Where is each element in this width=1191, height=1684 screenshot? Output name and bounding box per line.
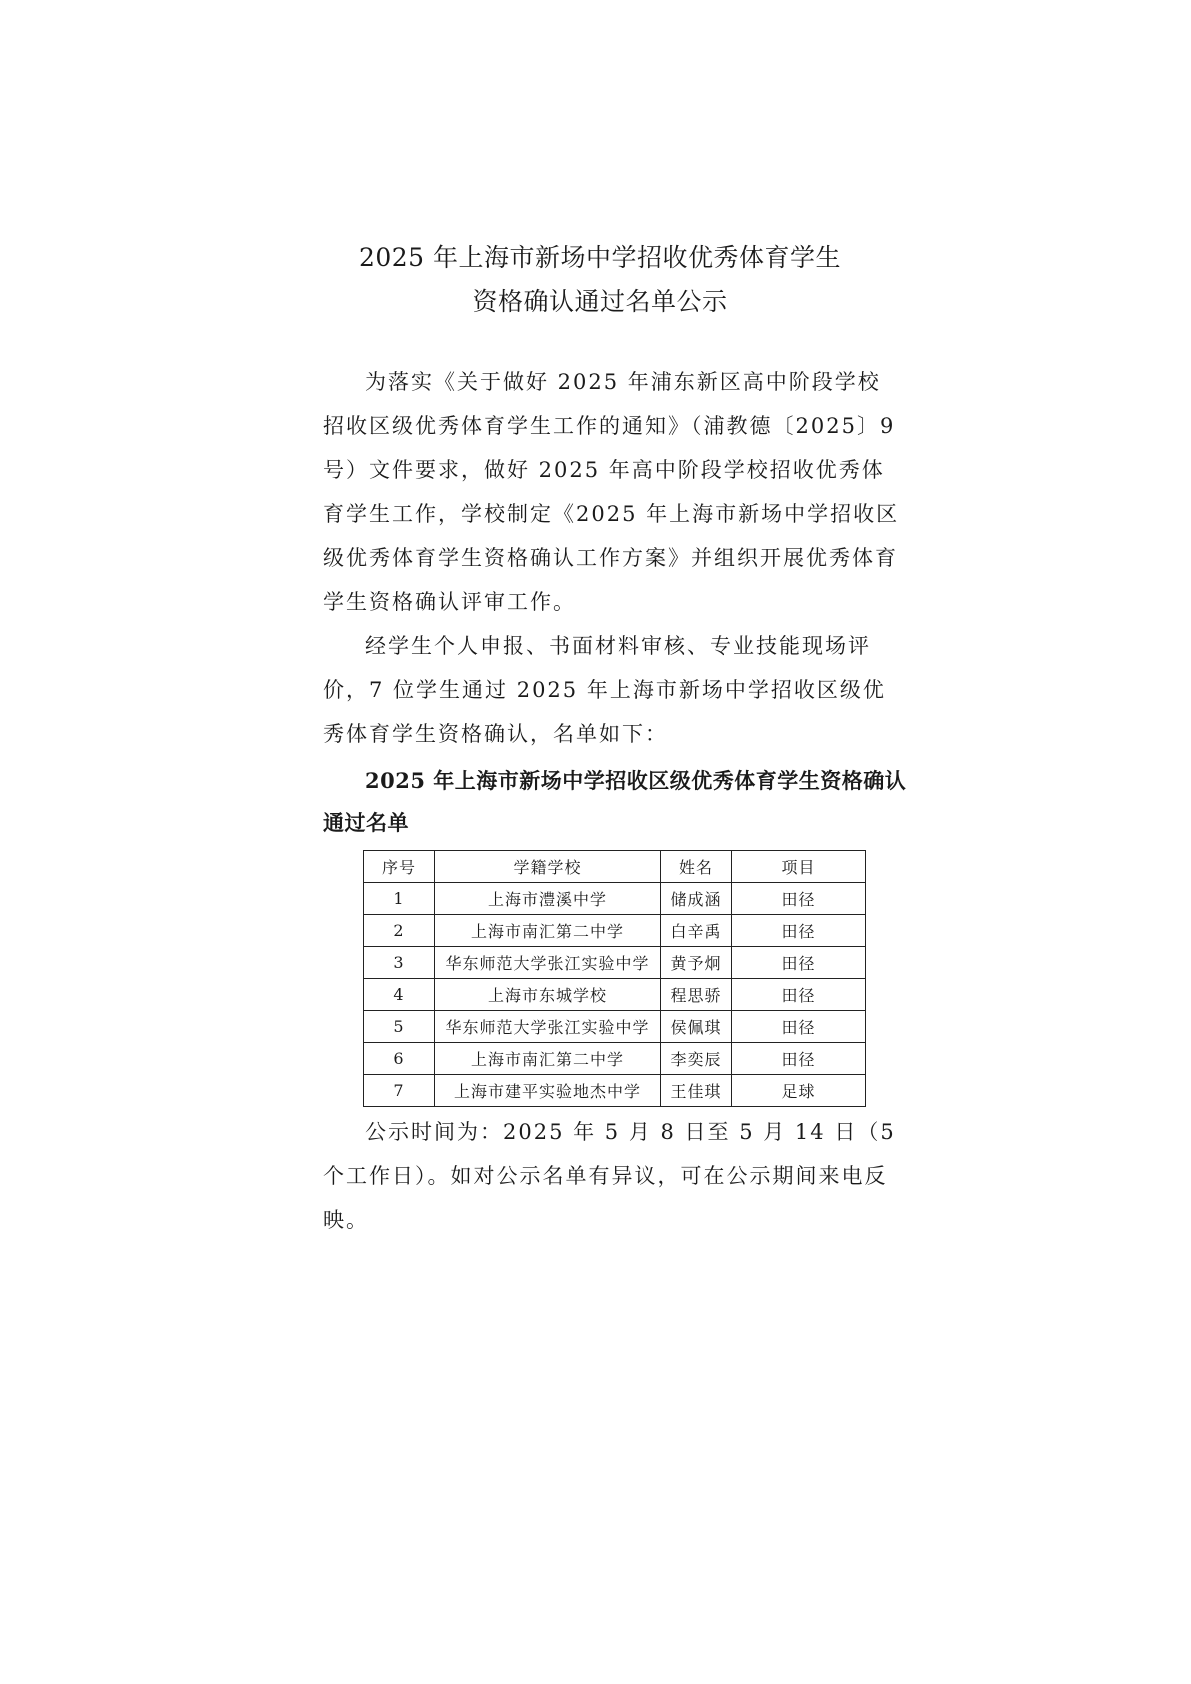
cell-school: 华东师范大学张江实验中学 [435, 1011, 661, 1043]
cell-event: 田径 [732, 979, 866, 1011]
cell-event: 足球 [732, 1075, 866, 1107]
table-row [364, 1043, 866, 1075]
header-school: 学籍学校 [435, 851, 661, 883]
table-row [364, 947, 866, 979]
cell-no: 5 [364, 1011, 435, 1043]
title-line-2: 资格确认通过名单公示 [472, 287, 728, 316]
document-title [300, 236, 900, 324]
table-row [364, 979, 866, 1011]
cell-school: 上海市东城学校 [435, 979, 661, 1011]
cell-school: 上海市建平实验地杰中学 [435, 1075, 661, 1107]
cell-school: 上海市南汇第二中学 [435, 915, 661, 947]
cell-event: 田径 [732, 1043, 866, 1075]
result-paragraph: 经学生个人申报、书面材料审核、专业技能现场评价，7 位学生通过 2025 年上海市新场中学招收区级优秀体育学生资格确认，名单如下： [323, 634, 886, 746]
header-name: 姓名 [661, 851, 732, 883]
table-row [364, 883, 866, 915]
cell-no: 6 [364, 1043, 435, 1075]
table-row [364, 1011, 866, 1043]
cell-school: 华东师范大学张江实验中学 [435, 947, 661, 979]
cell-name: 黄予炯 [661, 947, 732, 979]
cell-school: 上海市澧溪中学 [435, 883, 661, 915]
cell-name: 王佳琪 [661, 1075, 732, 1107]
cell-event: 田径 [732, 883, 866, 915]
cell-name: 白辛禹 [661, 915, 732, 947]
cell-no: 4 [364, 979, 435, 1011]
cell-name: 李奕辰 [661, 1043, 732, 1075]
table-header-row [364, 851, 866, 883]
notice-paragraph: 公示时间为：2025 年 5 月 8 日至 5 月 14 日（5 个工作日）。如对公示名单有异议，可在公示期间来电反映。 [323, 1120, 896, 1232]
cell-event: 田径 [732, 947, 866, 979]
table-row [364, 915, 866, 947]
header-event: 项目 [732, 851, 866, 883]
cell-event: 田径 [732, 1011, 866, 1043]
cell-name: 侯佩琪 [661, 1011, 732, 1043]
cell-no: 7 [364, 1075, 435, 1107]
cell-no: 1 [364, 883, 435, 915]
cell-name: 程思骄 [661, 979, 732, 1011]
cell-no: 3 [364, 947, 435, 979]
title-line-1: 2025 年上海市新场中学招收优秀体育学生 [358, 243, 842, 272]
intro-paragraph: 为落实《关于做好 2025 年浦东新区高中阶段学校招收区级优秀体育学生工作的通知》（浦教德〔2025〕9 号）文件要求，做好 2025 年高中阶段学校招收优秀体育学生工作，学校制定《2025 年上海市新场中学招收区级优秀体育学生资格确认工作方案》并组织开展优秀体育学生资格确认评审工作。 [323, 370, 900, 614]
table-row [364, 1075, 866, 1107]
cell-event: 田径 [732, 915, 866, 947]
list-title: 2025 年上海市新场中学招收区级优秀体育学生资格确认通过名单 [323, 768, 907, 835]
cell-name: 储成涵 [661, 883, 732, 915]
cell-no: 2 [364, 915, 435, 947]
cell-school: 上海市南汇第二中学 [435, 1043, 661, 1075]
student-table [363, 850, 866, 1107]
header-no: 序号 [364, 851, 435, 883]
